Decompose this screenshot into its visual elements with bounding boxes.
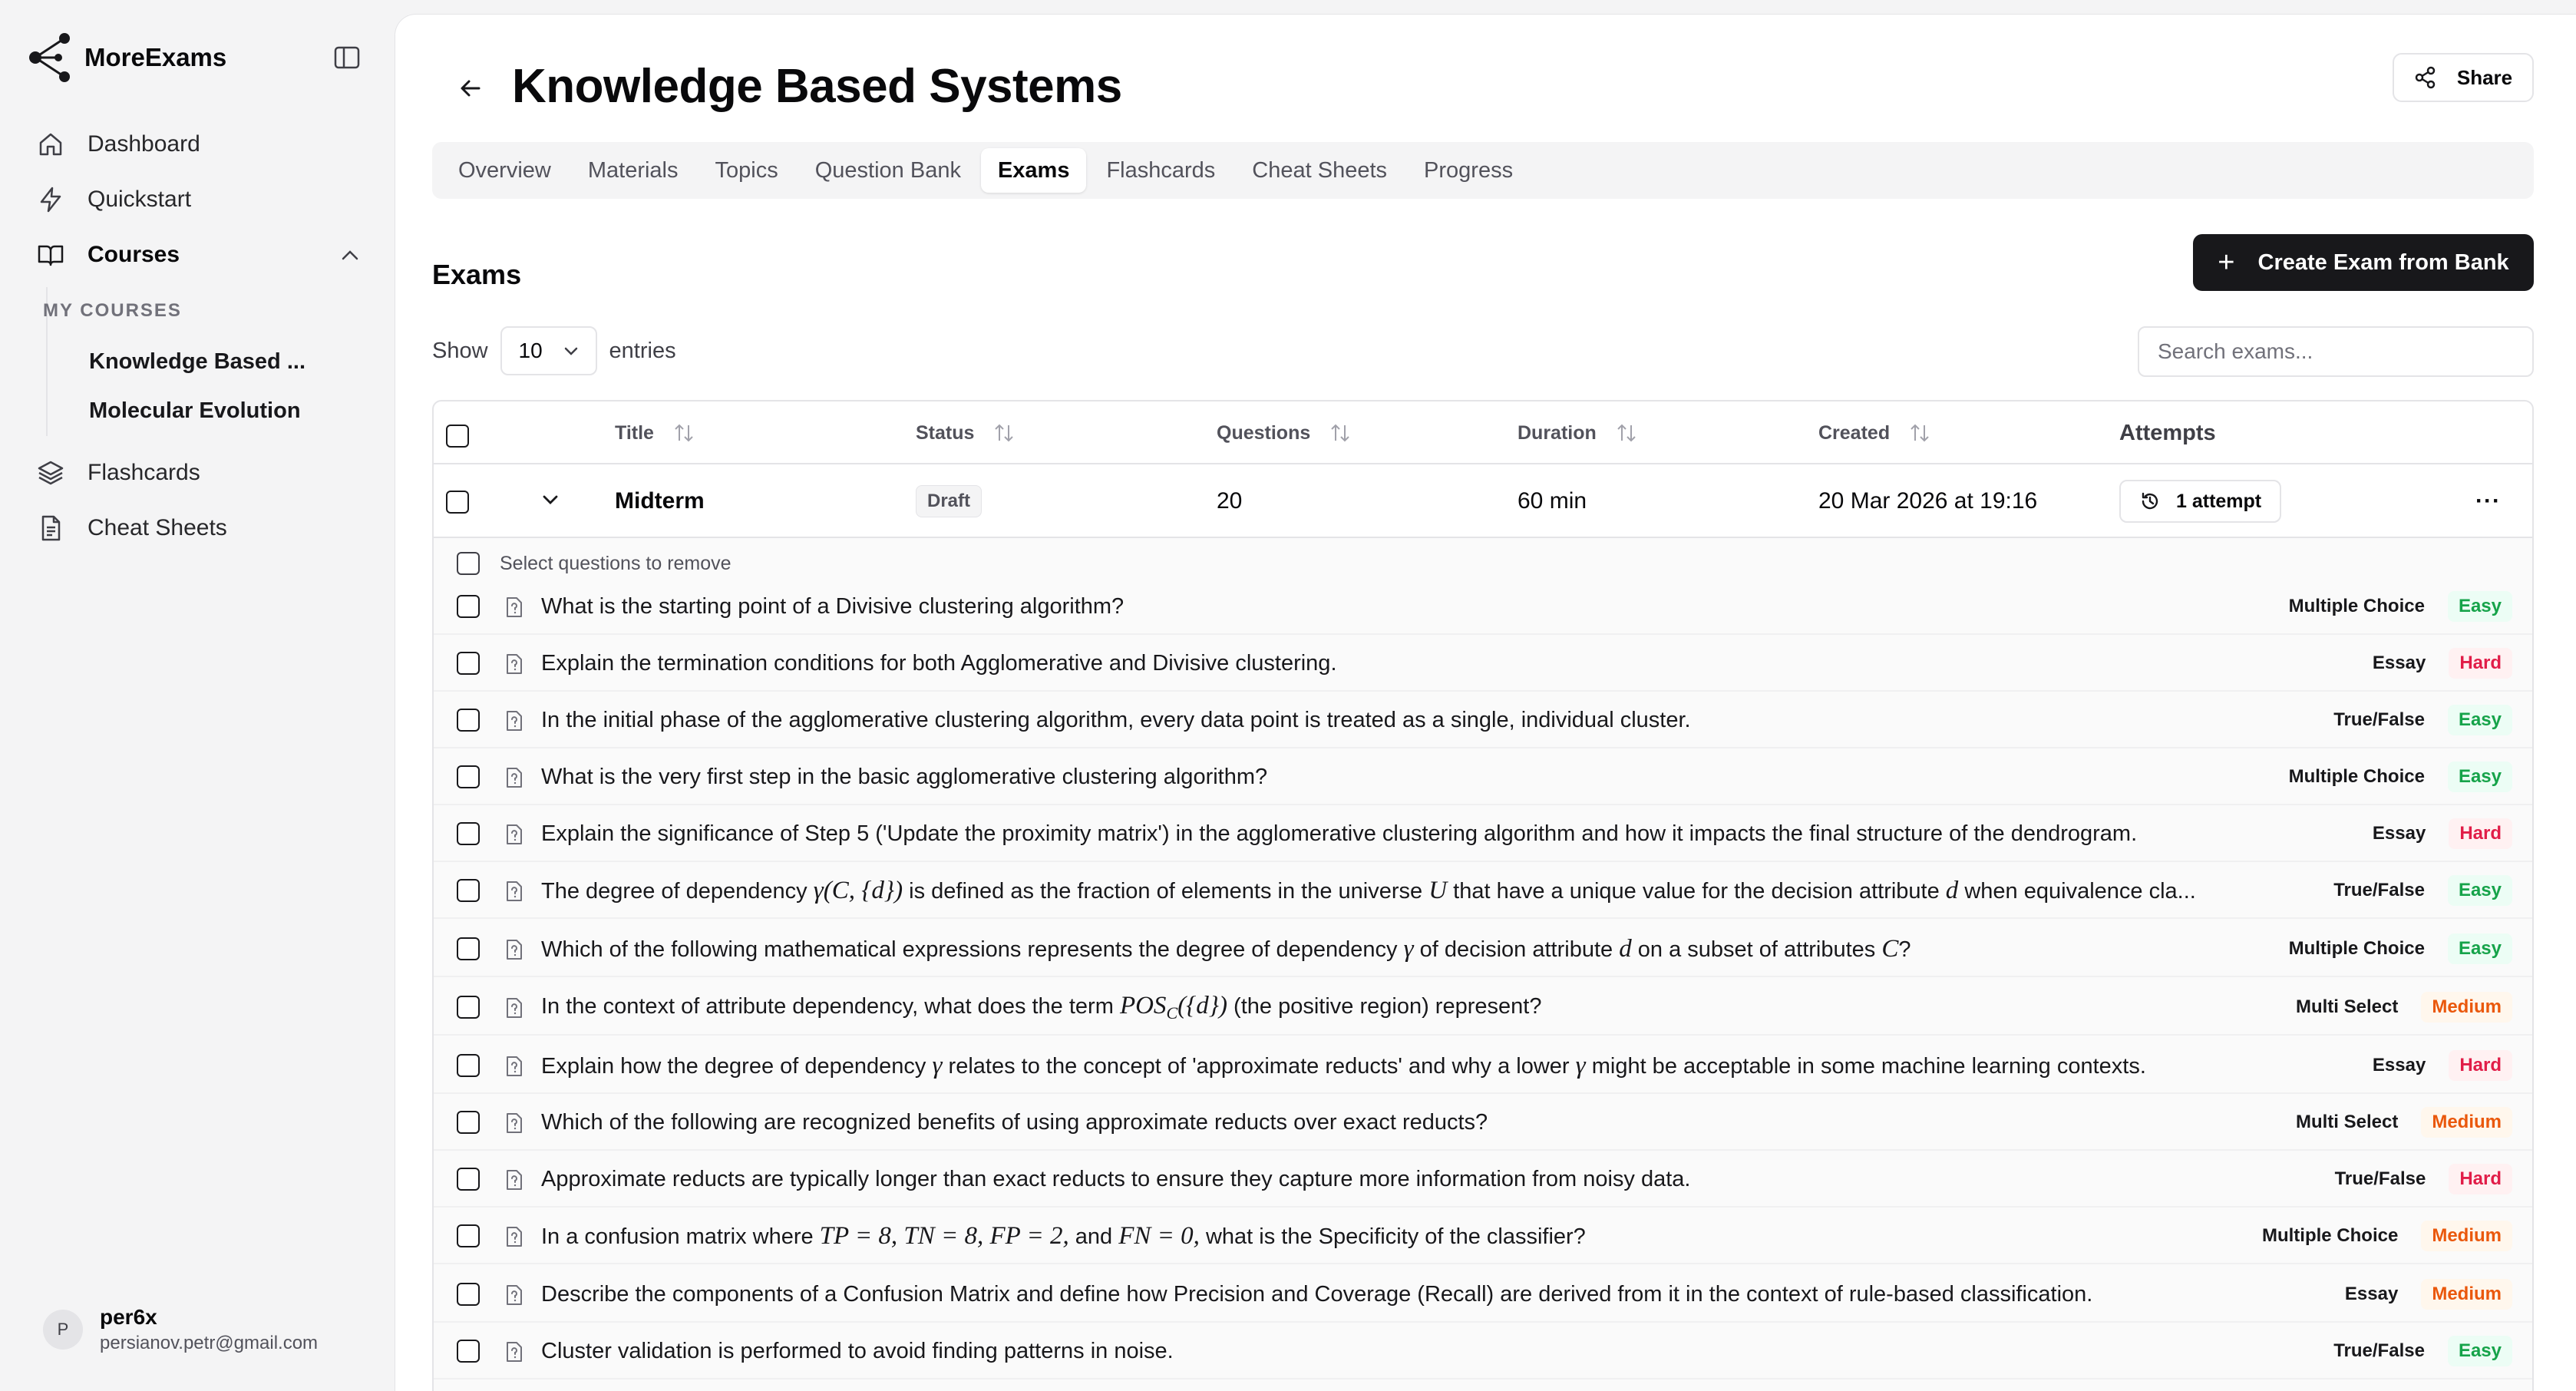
column-title[interactable] [615,401,694,464]
question-text: Explain the significance of Step 5 ('Update the proximity matrix') in the agglomerative clustering algorithm and how it impacts the final structure of the dendrogram. [541,821,2138,846]
exam-title[interactable]: Midterm [615,488,705,514]
difficulty-badge: Hard [2449,1164,2512,1194]
column-created-label: Created [1818,421,1891,444]
question-row[interactable] [434,1037,2532,1094]
course-link-knowledge-based[interactable]: Knowledge Based ... [89,349,305,374]
question-row[interactable] [434,692,2532,748]
question-checkbox[interactable] [457,595,480,618]
main-panel [395,14,2576,1391]
user-name: per6x [100,1305,157,1329]
question-type-badge: Essay [2344,1284,2399,1304]
duration-value: 60 min [1518,488,1587,514]
question-row[interactable] [434,1208,2532,1264]
question-tags [2251,1208,2512,1264]
question-tags [2334,1266,2512,1323]
question-checkbox[interactable] [457,709,480,732]
sidebar-item-cheat-sheets[interactable] [37,505,227,551]
tab-overview[interactable]: Overview [458,157,551,183]
sidebar-item-dashboard[interactable] [37,121,200,167]
sidebar-toggle-icon[interactable] [333,45,361,71]
file-question-icon [504,1112,524,1134]
file-question-icon [504,653,524,675]
math-expression: γ [1575,1051,1586,1079]
question-text [541,1037,2146,1094]
question-text-part: on a subset of attributes [1631,937,1882,962]
question-text-part: what is the Specificity of the classifier? [1199,1224,1586,1249]
question-row[interactable] [434,1151,2532,1208]
sidebar-item-flashcards[interactable] [37,450,200,496]
exams-table [432,400,2534,1391]
course-tabs [432,142,2534,199]
status-cell [916,464,982,538]
created-date: 20 Mar 2026 at 19:16 [1818,488,2038,514]
column-created[interactable] [1818,401,1930,464]
sidebar-item-label: Cheat Sheets [88,515,227,540]
question-text: Which of the following are recognized benefits of using approximate reducts over exact reducts? [541,1109,1488,1135]
question-row[interactable] [434,1266,2532,1323]
math-expression: POS [1119,991,1167,1019]
question-text-part: of decision attribute [1413,937,1620,962]
question-type-badge: Multiple Choice [2288,596,2425,616]
file-question-icon [504,1226,524,1247]
question-text: What is the very first step in the basic agglomerative clustering algorithm? [541,764,1268,789]
file-question-icon [504,881,524,902]
question-row[interactable] [434,979,2532,1036]
math-expression: γ(C, {d}) [813,876,903,904]
question-type-badge: Essay [2372,823,2426,844]
question-checkbox[interactable] [457,1054,480,1077]
question-type-badge: Essay [2372,1055,2426,1075]
search-input[interactable] [2138,326,2534,377]
question-checkbox[interactable] [457,879,480,902]
question-row[interactable] [434,748,2532,805]
column-questions[interactable] [1217,401,1350,464]
tab-cheat-sheets[interactable]: Cheat Sheets [1252,157,1388,183]
question-type-badge: Multiple Choice [2288,766,2425,787]
arrow-left-icon [459,77,482,100]
file-question-icon [504,767,524,788]
question-tags [2278,920,2512,977]
file-question-icon [504,939,524,960]
file-question-icon [504,596,524,618]
page-size-control [432,326,676,375]
math-expression: U [1428,876,1448,904]
select-remove-label: Select questions to remove [500,552,732,574]
tab-materials[interactable]: Materials [587,157,679,183]
file-question-icon [504,1056,524,1077]
column-status[interactable] [916,401,1014,464]
question-tags [2278,748,2512,805]
sort-icon [1617,422,1636,444]
history-icon [2139,491,2161,512]
chevron-up-icon[interactable] [339,246,361,264]
home-icon [37,131,64,158]
show-label: Show [432,338,488,363]
file-text-icon [37,514,64,542]
tab-progress[interactable]: Progress [1424,157,1514,183]
math-expression: d [1945,876,1959,904]
difficulty-badge: Hard [2449,648,2512,679]
question-text-part: might be acceptable in some machine learning contexts. [1585,1053,2146,1079]
question-checkbox[interactable] [457,1168,480,1191]
select-all-checkbox[interactable] [446,425,469,448]
sort-icon [994,422,1014,444]
sidebar-item-quickstart[interactable] [37,177,191,223]
math-expression: γ [1403,934,1414,963]
difficulty-badge: Medium [2421,1221,2512,1251]
question-type-badge: True/False [2333,880,2425,900]
status-badge: Draft [916,485,982,517]
brand-name: MoreExams [84,43,227,71]
file-question-icon [504,997,524,1019]
attempts-cell [2119,464,2281,538]
question-text-part: relates to the concept of 'approximate reducts' and why a lower [942,1053,1576,1079]
question-checkbox[interactable] [457,1283,480,1306]
question-tags [2324,1151,2512,1208]
file-question-icon [504,1341,524,1363]
my-courses-heading: MY COURSES [43,300,182,321]
course-link-molecular-evolution[interactable]: Molecular Evolution [89,398,301,423]
select-remove-row [457,547,732,580]
avatar: P [43,1310,83,1350]
table-header [434,401,2532,464]
question-text-part: when equivalence cla... [1958,878,2196,904]
sidebar-item-label: Flashcards [88,460,200,485]
question-row[interactable] [434,862,2532,919]
difficulty-badge: Easy [2448,762,2512,792]
tab-question-bank[interactable]: Question Bank [814,157,961,183]
exam-questions-panel [434,538,2532,1391]
question-text-part: Explain how the degree of dependency [541,1053,933,1079]
tab-flashcards[interactable]: Flashcards [1106,157,1216,183]
question-type-badge: Multiple Choice [2261,1225,2399,1246]
question-text: Approximate reducts are typically longer than exact reducts to ensure they capture more information from noisy data. [541,1166,1691,1191]
question-text: Cluster validation is performed to avoid finding patterns in noise. [541,1338,1174,1363]
question-type-badge: Multiple Choice [2288,938,2425,959]
brand[interactable] [26,31,226,84]
more-options-icon[interactable]: ··· [2475,488,2501,514]
column-status-label: Status [916,421,975,444]
difficulty-badge: Medium [2421,1107,2512,1138]
book-open-icon [37,241,64,269]
sidebar-item-label: Courses [88,242,180,267]
question-text-part: In the context of attribute dependency, what does the term [541,993,1120,1019]
question-checkbox[interactable] [457,937,480,960]
sidebar-item-courses[interactable] [37,232,180,278]
sidebar-item-label: Dashboard [88,131,200,157]
difficulty-badge: Medium [2421,1279,2512,1310]
math-expression: C [1166,1003,1178,1023]
section-title: Exams [432,259,522,290]
questions-count: 20 [1217,488,1243,514]
question-tags [2362,805,2512,862]
page-title: Knowledge Based Systems [512,60,1122,113]
difficulty-badge: Medium [2421,992,2512,1023]
question-text [541,920,1911,977]
difficulty-badge: Easy [2448,705,2512,735]
file-question-icon [504,824,524,845]
user-profile[interactable] [43,1305,318,1354]
math-expression: d [1619,934,1632,963]
question-row[interactable] [434,1094,2532,1151]
difficulty-badge: Hard [2449,818,2512,849]
question-type-badge: Essay [2372,653,2426,673]
question-checkbox[interactable] [457,652,480,675]
share-nodes-logo-icon [26,31,75,84]
column-duration-label: Duration [1518,421,1597,444]
question-row[interactable] [434,635,2532,692]
question-type-badge: Multi Select [2295,1112,2399,1132]
file-question-icon [504,1284,524,1306]
math-expression: FN = 0, [1118,1221,1200,1250]
question-checkbox[interactable] [457,1111,480,1134]
question-tags [2278,578,2512,635]
question-text: Describe the components of a Confusion Matrix and define how Precision and Coverage (Recall) are derived from it in the context of rule-based classification. [541,1281,2093,1307]
question-tags [2323,692,2512,748]
table-row[interactable] [434,464,2532,538]
difficulty-badge: Easy [2448,875,2512,906]
question-text-part: is defined as the fraction of elements in the universe [903,878,1429,904]
column-questions-label: Questions [1217,421,1311,444]
question-text: Explain the termination conditions for both Agglomerative and Divisive clustering. [541,650,1337,676]
attempts-button[interactable] [2119,480,2281,523]
difficulty-badge: Hard [2449,1050,2512,1081]
question-type-badge: Multi Select [2295,996,2399,1017]
column-attempts: Attempts [2119,420,2216,445]
question-text-part: The degree of dependency [541,878,814,904]
file-question-icon [504,710,524,732]
share-label: Share [2456,65,2513,89]
question-type-badge: True/False [2334,1168,2426,1189]
math-expression: TP = 8, TN = 8, FP = 2, [819,1221,1069,1250]
page-size-select[interactable] [500,326,597,375]
question-text-part: that have a unique value for the decision attribute [1447,878,1946,904]
create-exam-button[interactable] [2193,234,2534,291]
page-size-value: 10 [518,339,543,362]
math-expression: C [1881,934,1899,963]
zap-icon [37,186,64,213]
math-expression: γ [932,1051,943,1079]
question-row[interactable] [434,578,2532,635]
tab-topics[interactable]: Topics [715,157,778,183]
question-text-part: and [1068,1224,1119,1249]
question-checkbox[interactable] [457,1340,480,1363]
question-tags [2362,1037,2512,1094]
sort-icon [1330,422,1350,444]
back-button[interactable] [443,61,498,116]
difficulty-badge: Easy [2448,591,2512,622]
question-text-part: (the positive region) represent? [1227,993,1542,1019]
user-email: persianov.petr@gmail.com [100,1333,319,1353]
question-type-badge: True/False [2333,709,2425,730]
column-title-label: Title [615,421,654,444]
share-button[interactable] [2393,53,2534,102]
question-text-part: In a confusion matrix where [541,1224,820,1249]
sidebar [0,0,395,1391]
sort-icon [674,422,694,444]
question-tags [2323,862,2512,919]
layers-icon [37,459,64,487]
question-text [541,862,2196,919]
question-text-part: ? [1898,937,1911,962]
question-type-badge: True/False [2333,1340,2425,1361]
attempts-label: 1 attempt [2176,490,2262,512]
chevron-down-icon [563,345,579,356]
question-row[interactable] [434,805,2532,862]
question-row[interactable] [434,1323,2532,1379]
question-text: What is the starting point of a Divisive clustering algorithm? [541,593,1125,619]
question-tags [2362,635,2512,692]
question-tags [2285,979,2512,1036]
create-exam-label: Create Exam from Bank [2257,249,2509,275]
plus-icon: + [2218,246,2235,279]
question-tags [2323,1323,2512,1379]
difficulty-badge: Easy [2448,1336,2512,1366]
question-text-part: Which of the following mathematical expressions represents the degree of dependency [541,937,1404,962]
question-checkbox[interactable] [457,1224,480,1247]
question-text [541,979,1541,1036]
file-question-icon [504,1169,524,1191]
chevron-down-icon[interactable] [541,492,560,507]
question-checkbox[interactable] [457,765,480,788]
question-row[interactable] [434,920,2532,977]
question-text: In the initial phase of the agglomerative clustering algorithm, every data point is treated as a single, individual cluster. [541,707,1691,732]
select-all-questions-checkbox[interactable] [457,552,480,575]
question-text [541,1208,1586,1264]
column-duration[interactable] [1518,401,1636,464]
row-checkbox[interactable] [446,491,469,514]
sort-icon [1910,422,1930,444]
sidebar-item-label: Quickstart [88,187,192,212]
question-checkbox[interactable] [457,822,480,845]
share-icon [2414,66,2437,89]
question-checkbox[interactable] [457,996,480,1019]
math-expression: ({d}) [1177,991,1227,1019]
difficulty-badge: Easy [2448,933,2512,964]
tab-exams[interactable]: Exams [981,148,1087,193]
entries-label: entries [609,338,676,363]
question-tags [2285,1094,2512,1151]
